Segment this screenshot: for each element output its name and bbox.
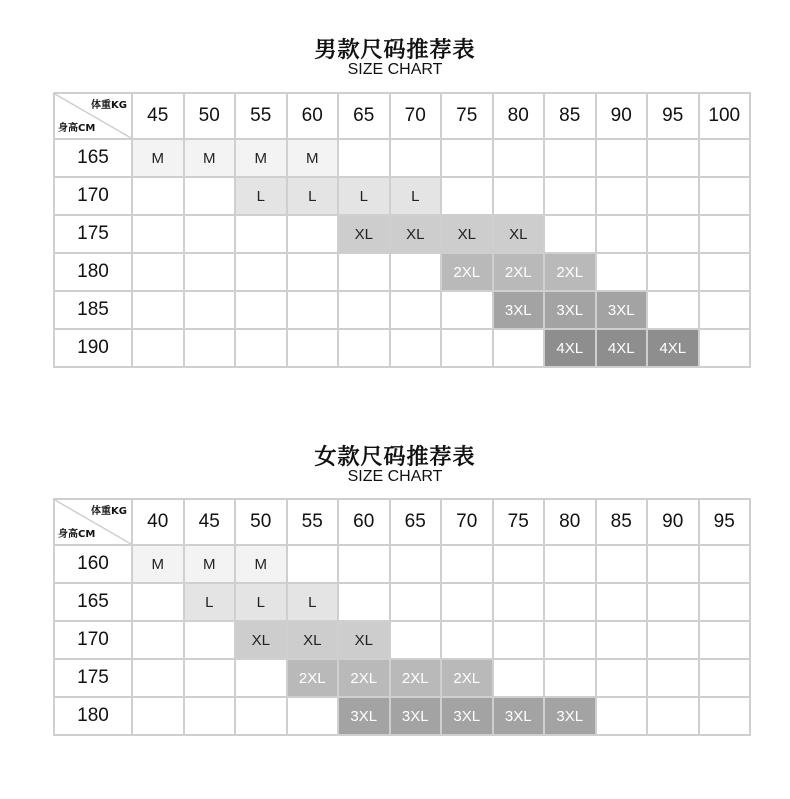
weight-header-100: 100 [699,93,751,139]
weight-header-90: 90 [647,499,699,545]
size-cell: L [235,177,287,215]
empty-cell [544,545,596,583]
empty-cell [132,177,184,215]
weight-header-40: 40 [132,499,184,545]
size-cell: M [235,139,287,177]
empty-cell [184,697,236,735]
size-cell: XL [235,621,287,659]
empty-cell [493,177,545,215]
height-row-180 [54,697,750,735]
empty-cell [184,621,236,659]
weight-header-80: 80 [544,499,596,545]
empty-cell [699,291,751,329]
size-cell: 2XL [287,659,339,697]
size-cell: 3XL [493,697,545,735]
men-chart-subtitle: SIZE CHART [347,61,443,78]
height-row-175 [54,659,750,697]
size-cell: 3XL [544,697,596,735]
empty-cell [338,329,390,367]
size-cell: 2XL [544,253,596,291]
weight-header-70: 70 [441,499,493,545]
empty-cell [287,291,339,329]
weight-header-65: 65 [338,93,390,139]
empty-cell [647,659,699,697]
empty-cell [647,291,699,329]
size-cell: L [338,177,390,215]
empty-cell [184,291,236,329]
empty-cell [647,621,699,659]
height-header-180: 180 [54,253,132,291]
size-cell: L [287,583,339,621]
empty-cell [390,139,442,177]
empty-cell [184,215,236,253]
empty-cell [390,621,442,659]
empty-cell [441,139,493,177]
weight-header-65: 65 [390,499,442,545]
empty-cell [390,291,442,329]
empty-cell [132,621,184,659]
empty-cell [390,545,442,583]
empty-cell [596,659,648,697]
height-axis-label: 身高CM [58,123,96,134]
size-cell: L [390,177,442,215]
weight-header-95: 95 [647,93,699,139]
weight-header-55: 55 [235,93,287,139]
empty-cell [647,583,699,621]
empty-cell [132,253,184,291]
empty-cell [699,659,751,697]
size-cell: 3XL [544,291,596,329]
size-cell: XL [338,215,390,253]
size-cell: M [287,139,339,177]
empty-cell [390,253,442,291]
size-cell: 2XL [441,253,493,291]
size-cell: 2XL [338,659,390,697]
size-cell: M [132,545,184,583]
weight-header-60: 60 [287,93,339,139]
empty-cell [699,697,751,735]
height-row-185 [54,291,750,329]
empty-cell [493,583,545,621]
empty-cell [699,545,751,583]
empty-cell [647,177,699,215]
empty-cell [647,253,699,291]
empty-cell [235,291,287,329]
size-cell: 4XL [544,329,596,367]
size-cell: 2XL [493,253,545,291]
empty-cell [338,291,390,329]
height-row-160 [54,545,750,583]
corner-cell [54,93,132,139]
height-header-160: 160 [54,545,132,583]
weight-header-60: 60 [338,499,390,545]
size-cell: M [184,545,236,583]
women-size-table [53,498,751,736]
empty-cell [544,177,596,215]
empty-cell [338,583,390,621]
size-cell: XL [493,215,545,253]
empty-cell [235,659,287,697]
men-chart-title: 男款尺码推荐表 [314,38,476,63]
empty-cell [596,583,648,621]
weight-axis-label: 体重KG [91,100,127,111]
weight-header-45: 45 [184,499,236,545]
empty-cell [132,291,184,329]
size-cell: M [235,545,287,583]
size-cell: M [132,139,184,177]
empty-cell [287,697,339,735]
empty-cell [596,253,648,291]
empty-cell [699,215,751,253]
empty-cell [235,215,287,253]
size-cell: L [184,583,236,621]
size-cell: 2XL [390,659,442,697]
empty-cell [544,583,596,621]
height-header-170: 170 [54,177,132,215]
height-header-165: 165 [54,583,132,621]
height-row-180 [54,253,750,291]
empty-cell [596,177,648,215]
empty-cell [596,697,648,735]
women-chart-title: 女款尺码推荐表 [314,445,476,470]
empty-cell [184,253,236,291]
empty-cell [441,621,493,659]
size-cell: XL [338,621,390,659]
weight-header-row [54,93,750,139]
size-cell: 4XL [647,329,699,367]
empty-cell [338,253,390,291]
empty-cell [699,253,751,291]
height-header-175: 175 [54,659,132,697]
empty-cell [390,329,442,367]
empty-cell [493,329,545,367]
empty-cell [132,215,184,253]
weight-header-45: 45 [132,93,184,139]
empty-cell [235,329,287,367]
weight-header-50: 50 [235,499,287,545]
height-header-175: 175 [54,215,132,253]
empty-cell [596,215,648,253]
empty-cell [184,329,236,367]
empty-cell [647,545,699,583]
empty-cell [235,697,287,735]
weight-header-70: 70 [390,93,442,139]
empty-cell [441,583,493,621]
size-cell: 3XL [596,291,648,329]
empty-cell [132,583,184,621]
empty-cell [441,291,493,329]
empty-cell [287,545,339,583]
height-row-170 [54,177,750,215]
height-row-165 [54,139,750,177]
empty-cell [544,215,596,253]
corner-cell [54,499,132,545]
empty-cell [338,139,390,177]
height-row-170 [54,621,750,659]
weight-header-80: 80 [493,93,545,139]
empty-cell [699,139,751,177]
height-header-170: 170 [54,621,132,659]
height-header-165: 165 [54,139,132,177]
empty-cell [493,621,545,659]
empty-cell [338,545,390,583]
empty-cell [493,545,545,583]
height-row-175 [54,215,750,253]
empty-cell [184,177,236,215]
empty-cell [287,253,339,291]
weight-axis-label: 体重KG [91,506,127,517]
empty-cell [132,659,184,697]
height-axis-label: 身高CM [58,529,96,540]
size-cell: 2XL [441,659,493,697]
empty-cell [544,659,596,697]
empty-cell [493,139,545,177]
empty-cell [184,659,236,697]
men-size-table [53,92,751,368]
size-cell: XL [390,215,442,253]
weight-header-50: 50 [184,93,236,139]
empty-cell [647,215,699,253]
empty-cell [647,139,699,177]
empty-cell [699,583,751,621]
empty-cell [647,697,699,735]
empty-cell [493,659,545,697]
size-cell: 4XL [596,329,648,367]
weight-header-75: 75 [441,93,493,139]
size-cell: 3XL [338,697,390,735]
size-cell: 3XL [441,697,493,735]
height-header-185: 185 [54,291,132,329]
height-header-190: 190 [54,329,132,367]
empty-cell [699,177,751,215]
size-cell: L [235,583,287,621]
empty-cell [132,697,184,735]
empty-cell [544,621,596,659]
empty-cell [390,583,442,621]
empty-cell [235,253,287,291]
empty-cell [544,139,596,177]
empty-cell [441,545,493,583]
size-cell: M [184,139,236,177]
size-cell: L [287,177,339,215]
empty-cell [596,621,648,659]
empty-cell [441,177,493,215]
weight-header-75: 75 [493,499,545,545]
size-cell: XL [287,621,339,659]
size-cell: XL [441,215,493,253]
weight-header-55: 55 [287,499,339,545]
weight-header-85: 85 [596,499,648,545]
empty-cell [699,329,751,367]
weight-header-90: 90 [596,93,648,139]
weight-header-row [54,499,750,545]
height-row-165 [54,583,750,621]
empty-cell [132,329,184,367]
weight-header-85: 85 [544,93,596,139]
height-row-190 [54,329,750,367]
empty-cell [596,139,648,177]
women-chart-subtitle: SIZE CHART [347,468,443,485]
size-cell: 3XL [493,291,545,329]
empty-cell [287,329,339,367]
size-cell: 3XL [390,697,442,735]
empty-cell [596,545,648,583]
empty-cell [441,329,493,367]
height-header-180: 180 [54,697,132,735]
empty-cell [699,621,751,659]
weight-header-95: 95 [699,499,751,545]
empty-cell [287,215,339,253]
